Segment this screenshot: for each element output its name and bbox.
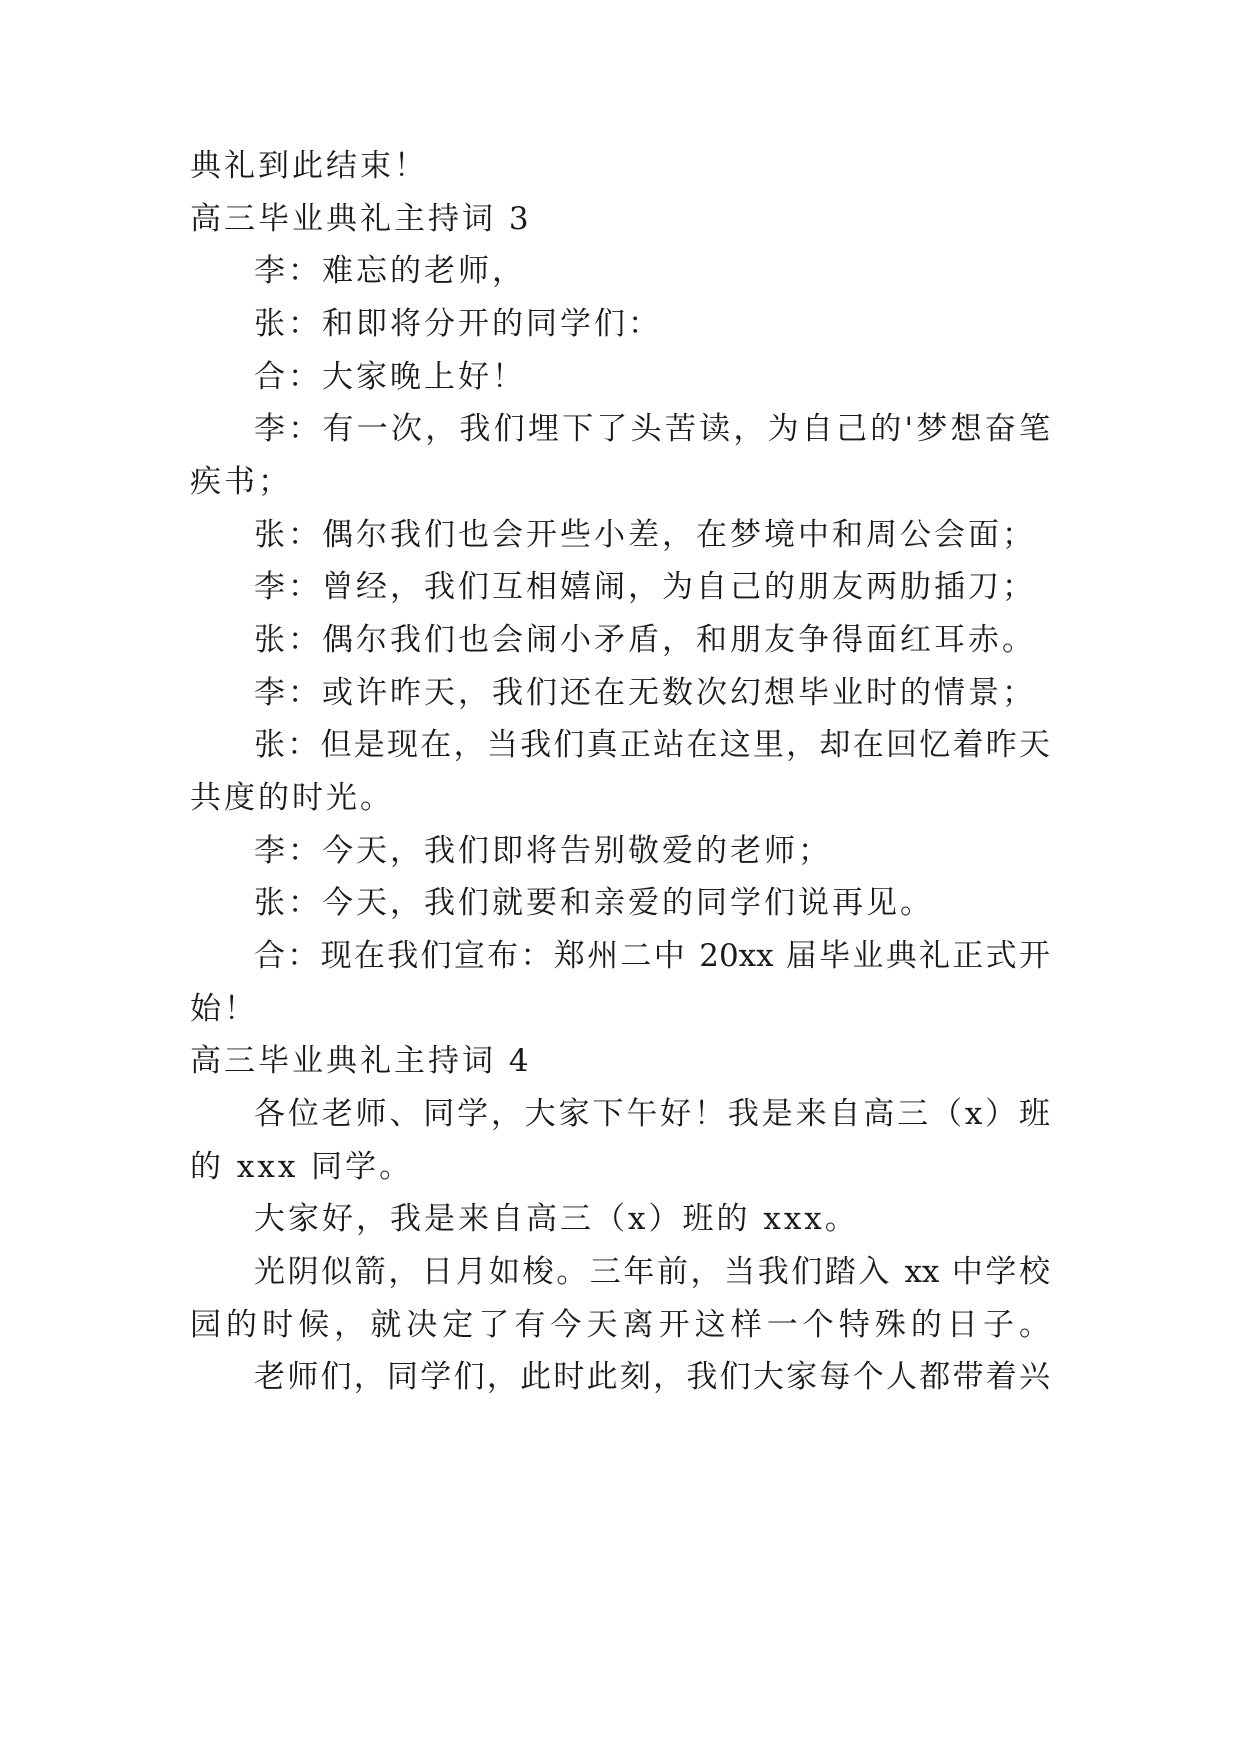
- text-line: 园的时候，就决定了有今天离开这样一个特殊的日子。: [190, 1307, 1050, 1343]
- text-line: 张：偶尔我们也会开些小差，在梦境中和周公会面；: [254, 517, 1036, 553]
- text-line: 李：难忘的老师，: [254, 253, 526, 289]
- text-line: 共度的时光。: [190, 780, 394, 816]
- text-line: 老师们，同学们，此时此刻，我们大家每个人都带着兴: [254, 1359, 1050, 1395]
- text-line: 的 xxx 同学。: [190, 1149, 414, 1185]
- text-line: 李：有一次，我们埋下了头苦读，为自己的'梦想奋笔: [254, 411, 1050, 447]
- text-line: 大家好，我是来自高三（x）班的 xxx。: [254, 1201, 859, 1237]
- text-line: 李：今天，我们即将告别敬爱的老师；: [254, 833, 832, 869]
- section-heading: 高三毕业典礼主持词 4: [190, 1043, 532, 1079]
- text-line: 张：但是现在，当我们真正站在这里，却在回忆着昨天: [254, 727, 1050, 763]
- text-line: 始！: [190, 991, 258, 1027]
- text-line: 张：今天，我们就要和亲爱的同学们说再见。: [254, 885, 934, 921]
- text-line: 李：曾经，我们互相嬉闹，为自己的朋友两肋插刀；: [254, 569, 1036, 605]
- section-heading: 高三毕业典礼主持词 3: [190, 201, 532, 237]
- text-line: 合：现在我们宣布：郑州二中 20xx 届毕业典礼正式开: [254, 938, 1050, 974]
- text-line: 李：或许昨天，我们还在无数次幻想毕业时的情景；: [254, 675, 1036, 711]
- text-line: 光阴似箭，日月如梭。三年前，当我们踏入 xx 中学校: [254, 1254, 1050, 1290]
- text-line: 疾书；: [190, 464, 292, 500]
- text-line: 各位老师、同学，大家下午好！我是来自高三（x）班: [254, 1096, 1050, 1132]
- text-line: 合：大家晚上好！: [254, 359, 526, 395]
- text-line: 典礼到此结束！: [190, 148, 428, 184]
- text-line: 张：偶尔我们也会闹小矛盾，和朋友争得面红耳赤。: [254, 622, 1036, 658]
- text-line: 张：和即将分开的同学们：: [254, 306, 662, 342]
